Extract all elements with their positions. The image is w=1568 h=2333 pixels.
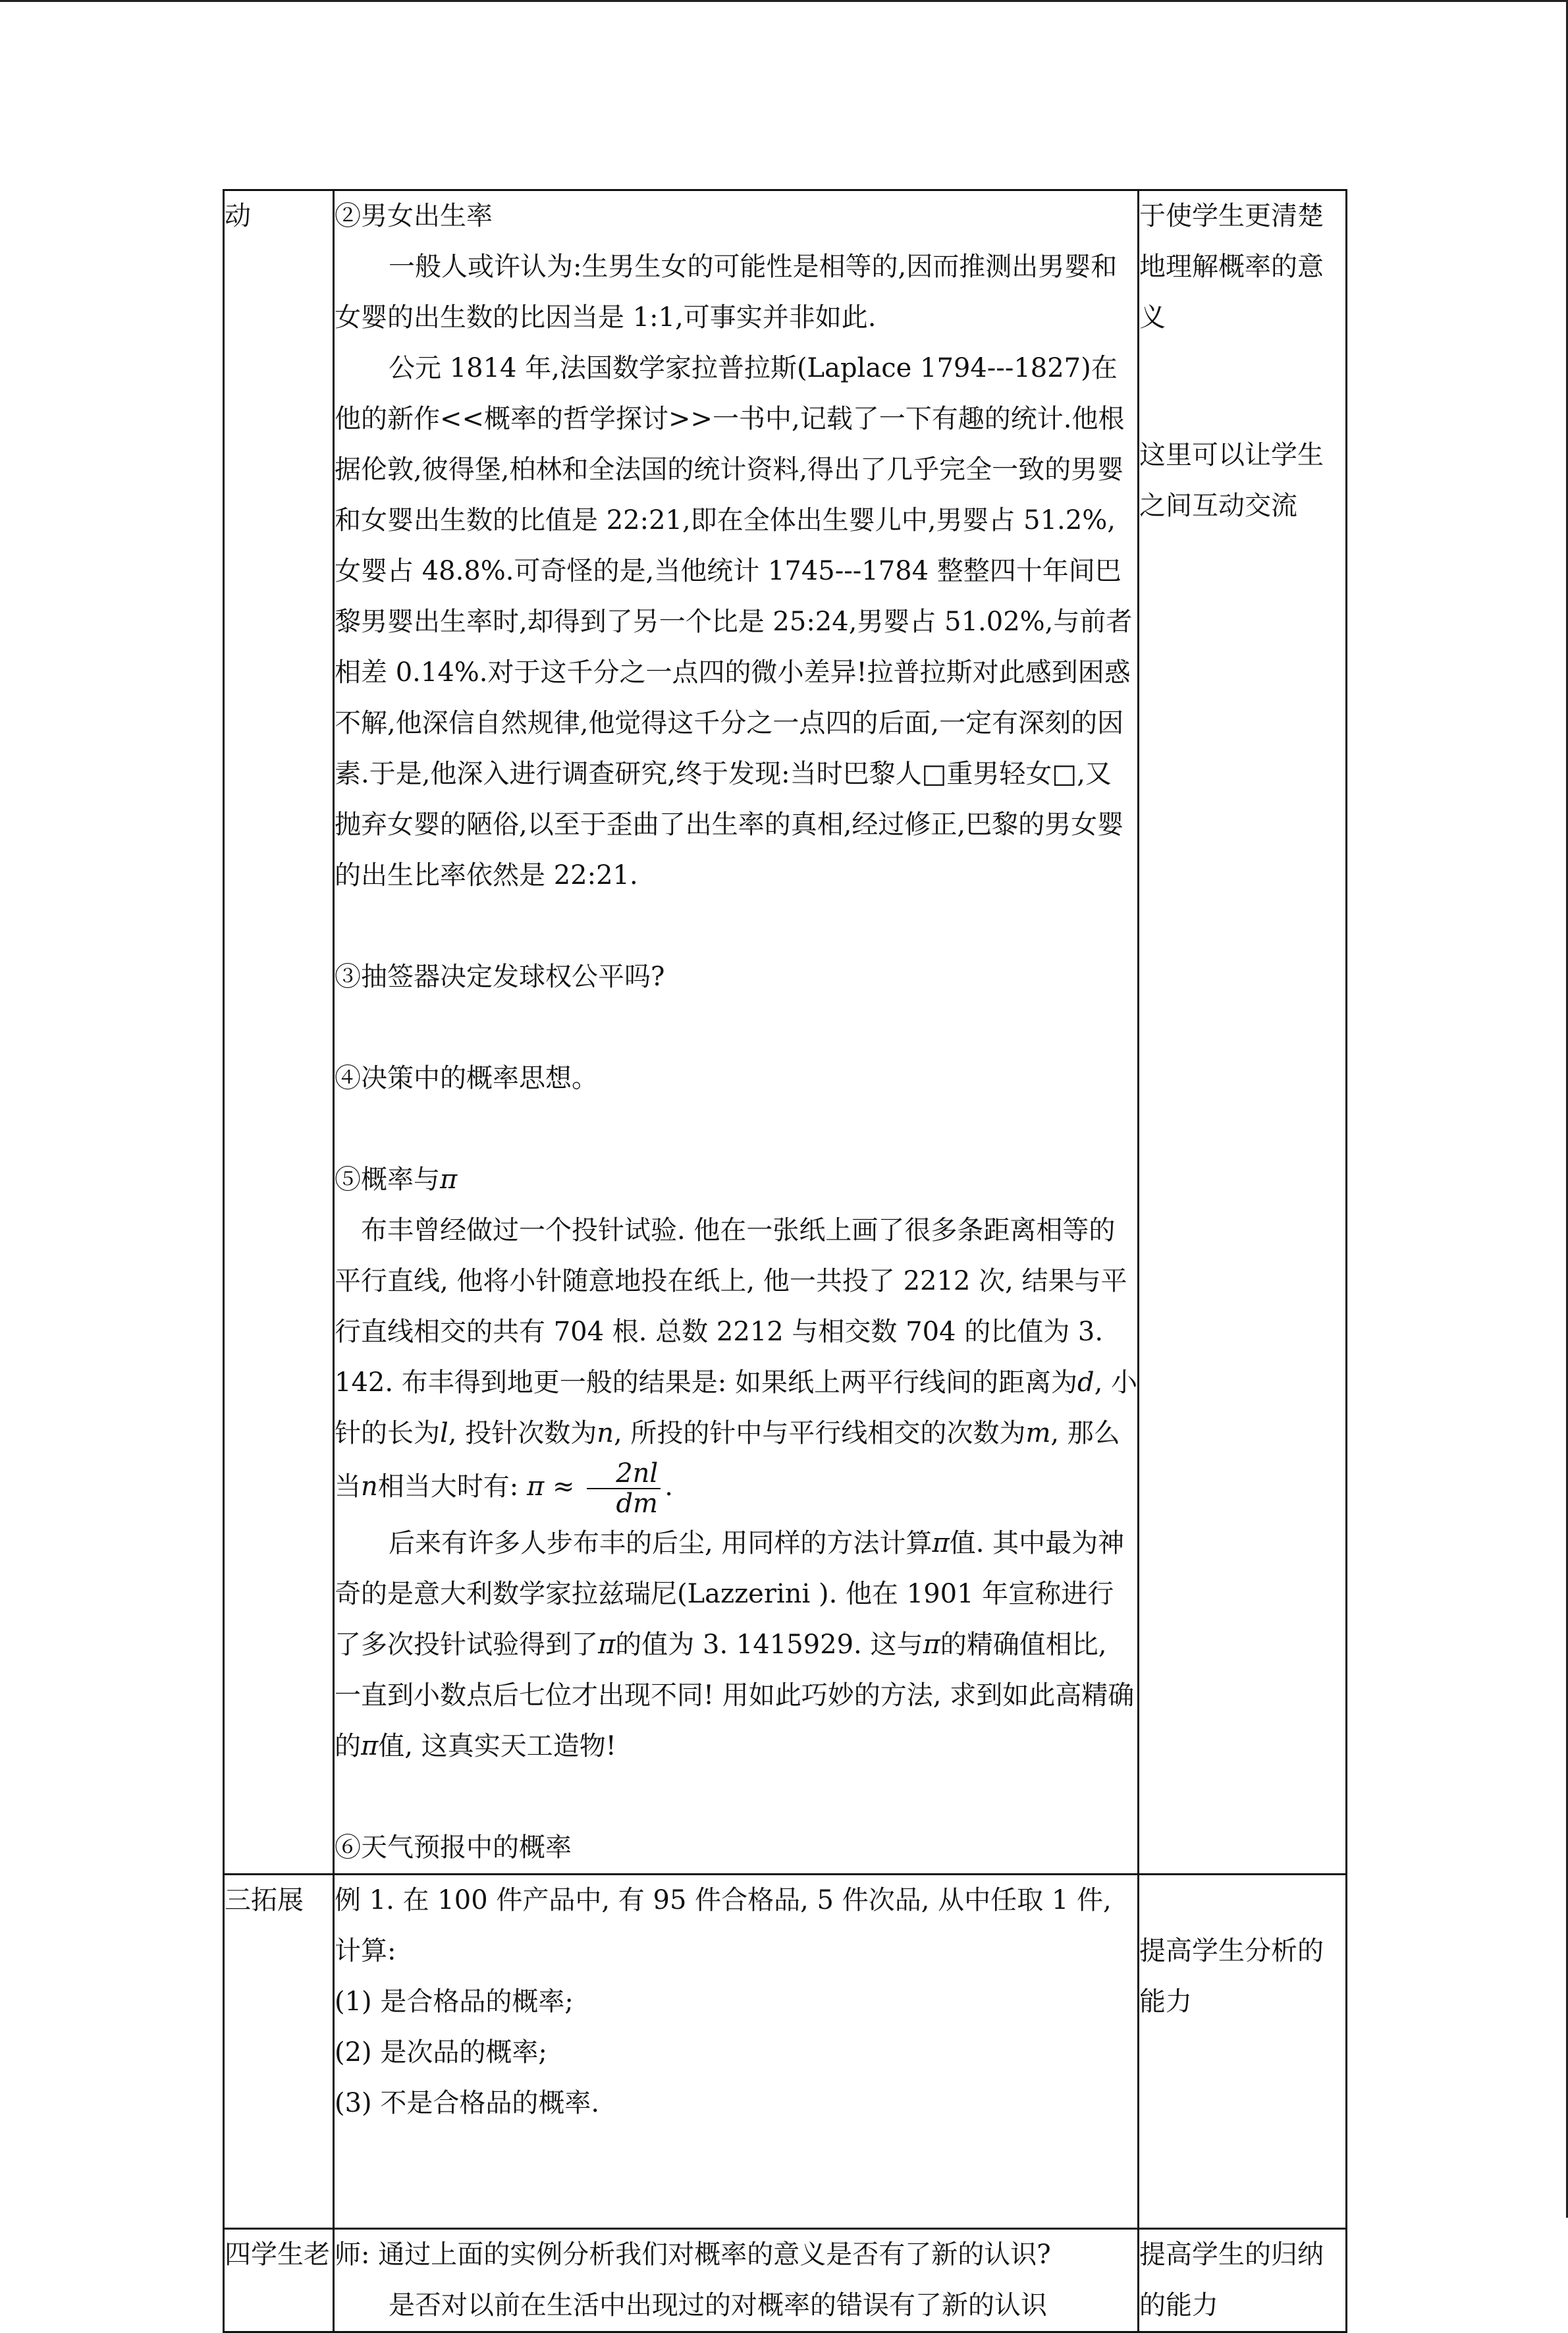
var-m: m: [1025, 1418, 1051, 1448]
note-induction: 提高学生的归纳的能力: [1139, 2239, 1324, 2320]
example-question-3: (3) 不是合格品的概率.: [335, 2088, 600, 2118]
section-title-weather: ⑥天气预报中的概率: [335, 1832, 572, 1863]
example-title: 例 1. 在 100 件产品中, 有 95 件合格品, 5 件次品, 从中任取 1 件, 计算:: [335, 1885, 1112, 1966]
lesson-plan-table: [223, 189, 1347, 2333]
note-interaction: 这里可以让学生之间互动交流: [1139, 440, 1324, 521]
example-question-2: (2) 是次品的概率;: [335, 2037, 547, 2068]
var-n: n: [597, 1418, 614, 1448]
note-analysis: 提高学生分析的能力: [1139, 1936, 1324, 2017]
pi-symbol-4: π: [923, 1630, 940, 1660]
note-meaning: 于使学生更清楚地理解概率的意义: [1139, 201, 1324, 333]
example-question-1: (1) 是合格品的概率;: [335, 1987, 574, 2017]
note-cell-activity: [1139, 190, 1347, 1875]
stage-cell-summary: [224, 2229, 334, 2332]
lazzerini-paragraph: [335, 1518, 1137, 1772]
page-top-border: [0, 0, 1568, 2]
section-title-decision: ④决策中的概率思想。: [335, 1063, 598, 1093]
lazzerini-text-c: 的值为 3. 1415929. 这与: [615, 1630, 923, 1660]
buffon-text: 布丰曾经做过一个投针试验. 他在一张纸上画了很多条距离相等的平行直线, 他将小针随意地投在纸上, 他一共投了 2212 次, 结果与平行直线相交的共有 704 根. 总数 2212 与相交数 704 的比值为 3. 142. 布丰得到地更一般的结果是: 如果纸上两平行线间的距离为: [335, 1215, 1127, 1398]
section-title-pi: [335, 1155, 1137, 1205]
formula-period: .: [664, 1471, 673, 1502]
stage-label: 动: [225, 201, 251, 231]
var-l: l: [440, 1418, 448, 1448]
buffon-paragraph: [335, 1205, 1137, 1518]
buffon-text-d: , 所投的针中与平行线相交的次数为: [614, 1418, 1026, 1448]
pi-symbol-3: π: [598, 1630, 616, 1660]
buffon-text-f: 相当大时有:: [377, 1471, 519, 1502]
buffon-text-e: , 那么当: [335, 1418, 1120, 1502]
lazzerini-text-b: 值. 其中最为神奇的是意大利数学家拉兹瑞尼(Lazzerini ). 他在 1901 年宣称进行了多次投针试验得到了: [335, 1528, 1125, 1660]
content-cell-extension: [334, 1875, 1139, 2229]
pi-symbol: π: [440, 1165, 458, 1195]
stage-cell-extension: [224, 1875, 334, 2229]
buffon-text-c: , 投针次数为: [448, 1418, 597, 1448]
summary-line-1: 师: 通过上面的实例分析我们对概率的意义是否有了新的认识?: [335, 2239, 1051, 2270]
pi-symbol-5: π: [361, 1731, 379, 1761]
formula-approx: ≈: [552, 1471, 575, 1502]
fraction-numerator: 2nl: [587, 1459, 661, 1489]
content-cell-activity: [334, 190, 1139, 1875]
lazzerini-text-a: 后来有许多人步布丰的后尘, 用同样的方法计算: [389, 1528, 933, 1558]
summary-line-2: 是否对以前在生活中出现过的对概率的错误有了新的认识: [389, 2290, 1047, 2320]
lazzerini-text-e: 值, 这真实天工造物!: [378, 1731, 616, 1761]
birth-rate-paragraph-2: 公元 1814 年,法国数学家拉普拉斯(Laplace 1794---1827)在他的新作<<概率的哲学探讨>>一书中,记载了一下有趣的统计.他根据伦敦,彼得堡,柏林和全法国的统计资料,得出了几乎完全一致的男婴和女婴出生数的比值是 22:21,即在全体出生婴儿中,男婴占 51.2%,女婴占 48.8%.可奇怪的是,当他统计 1745---1784 整整四十年间巴黎男婴出生率时,却得到了另一个比是 25:24,男婴占 51.02%,与前者相差 0.14%.对于这千分之一点四的微小差异!拉普拉斯对此感到困惑不解,他深信自然规律,他觉得这千分之一点四的后面,一定有深刻的因素.于是,他深入进行调查研究,终于发现:当时巴黎人□重男轻女□,又抛弃女婴的陋俗,以至于歪曲了出生率的真相,经过修正,巴黎的男女婴的出生比率依然是 22:21.: [335, 353, 1133, 891]
table-row-summary: [224, 2229, 1347, 2332]
var-d: d: [1077, 1367, 1095, 1398]
stage-cell-activity: [224, 190, 334, 1875]
note-cell-summary: [1139, 2229, 1347, 2332]
stage-label: 四学生老: [225, 2239, 330, 2270]
section-title-birth-rate: ②男女出生率: [335, 201, 493, 231]
pi-symbol-2: π: [932, 1528, 950, 1558]
birth-rate-paragraph-1: 一般人或许认为:生男生女的可能性是相等的,因而推测出男婴和女婴的出生数的比因当是 1:1,可事实并非如此.: [335, 252, 1118, 333]
table-row-activity: [224, 190, 1347, 1875]
fraction-denominator: dm: [616, 1489, 658, 1519]
var-n-2: n: [361, 1471, 378, 1502]
lazzerini-text-d: 的精确值相比, 一直到小数点后七位才出现不同! 用如此巧妙的方法, 求到如此高精确的: [335, 1630, 1135, 1761]
section-title-lottery: ③抽签器决定发球权公平吗?: [335, 962, 665, 992]
table-row-extension: [224, 1875, 1347, 2229]
stage-label: 三拓展: [225, 1885, 304, 1915]
formula-pi: π: [526, 1471, 545, 1502]
formula-fraction: [587, 1459, 661, 1518]
note-cell-extension: [1139, 1875, 1347, 2229]
pi-title-text: ⑤概率与: [335, 1165, 440, 1195]
content-cell-summary: [334, 2229, 1139, 2332]
buffon-text-b: , 小针的长为: [335, 1367, 1138, 1448]
